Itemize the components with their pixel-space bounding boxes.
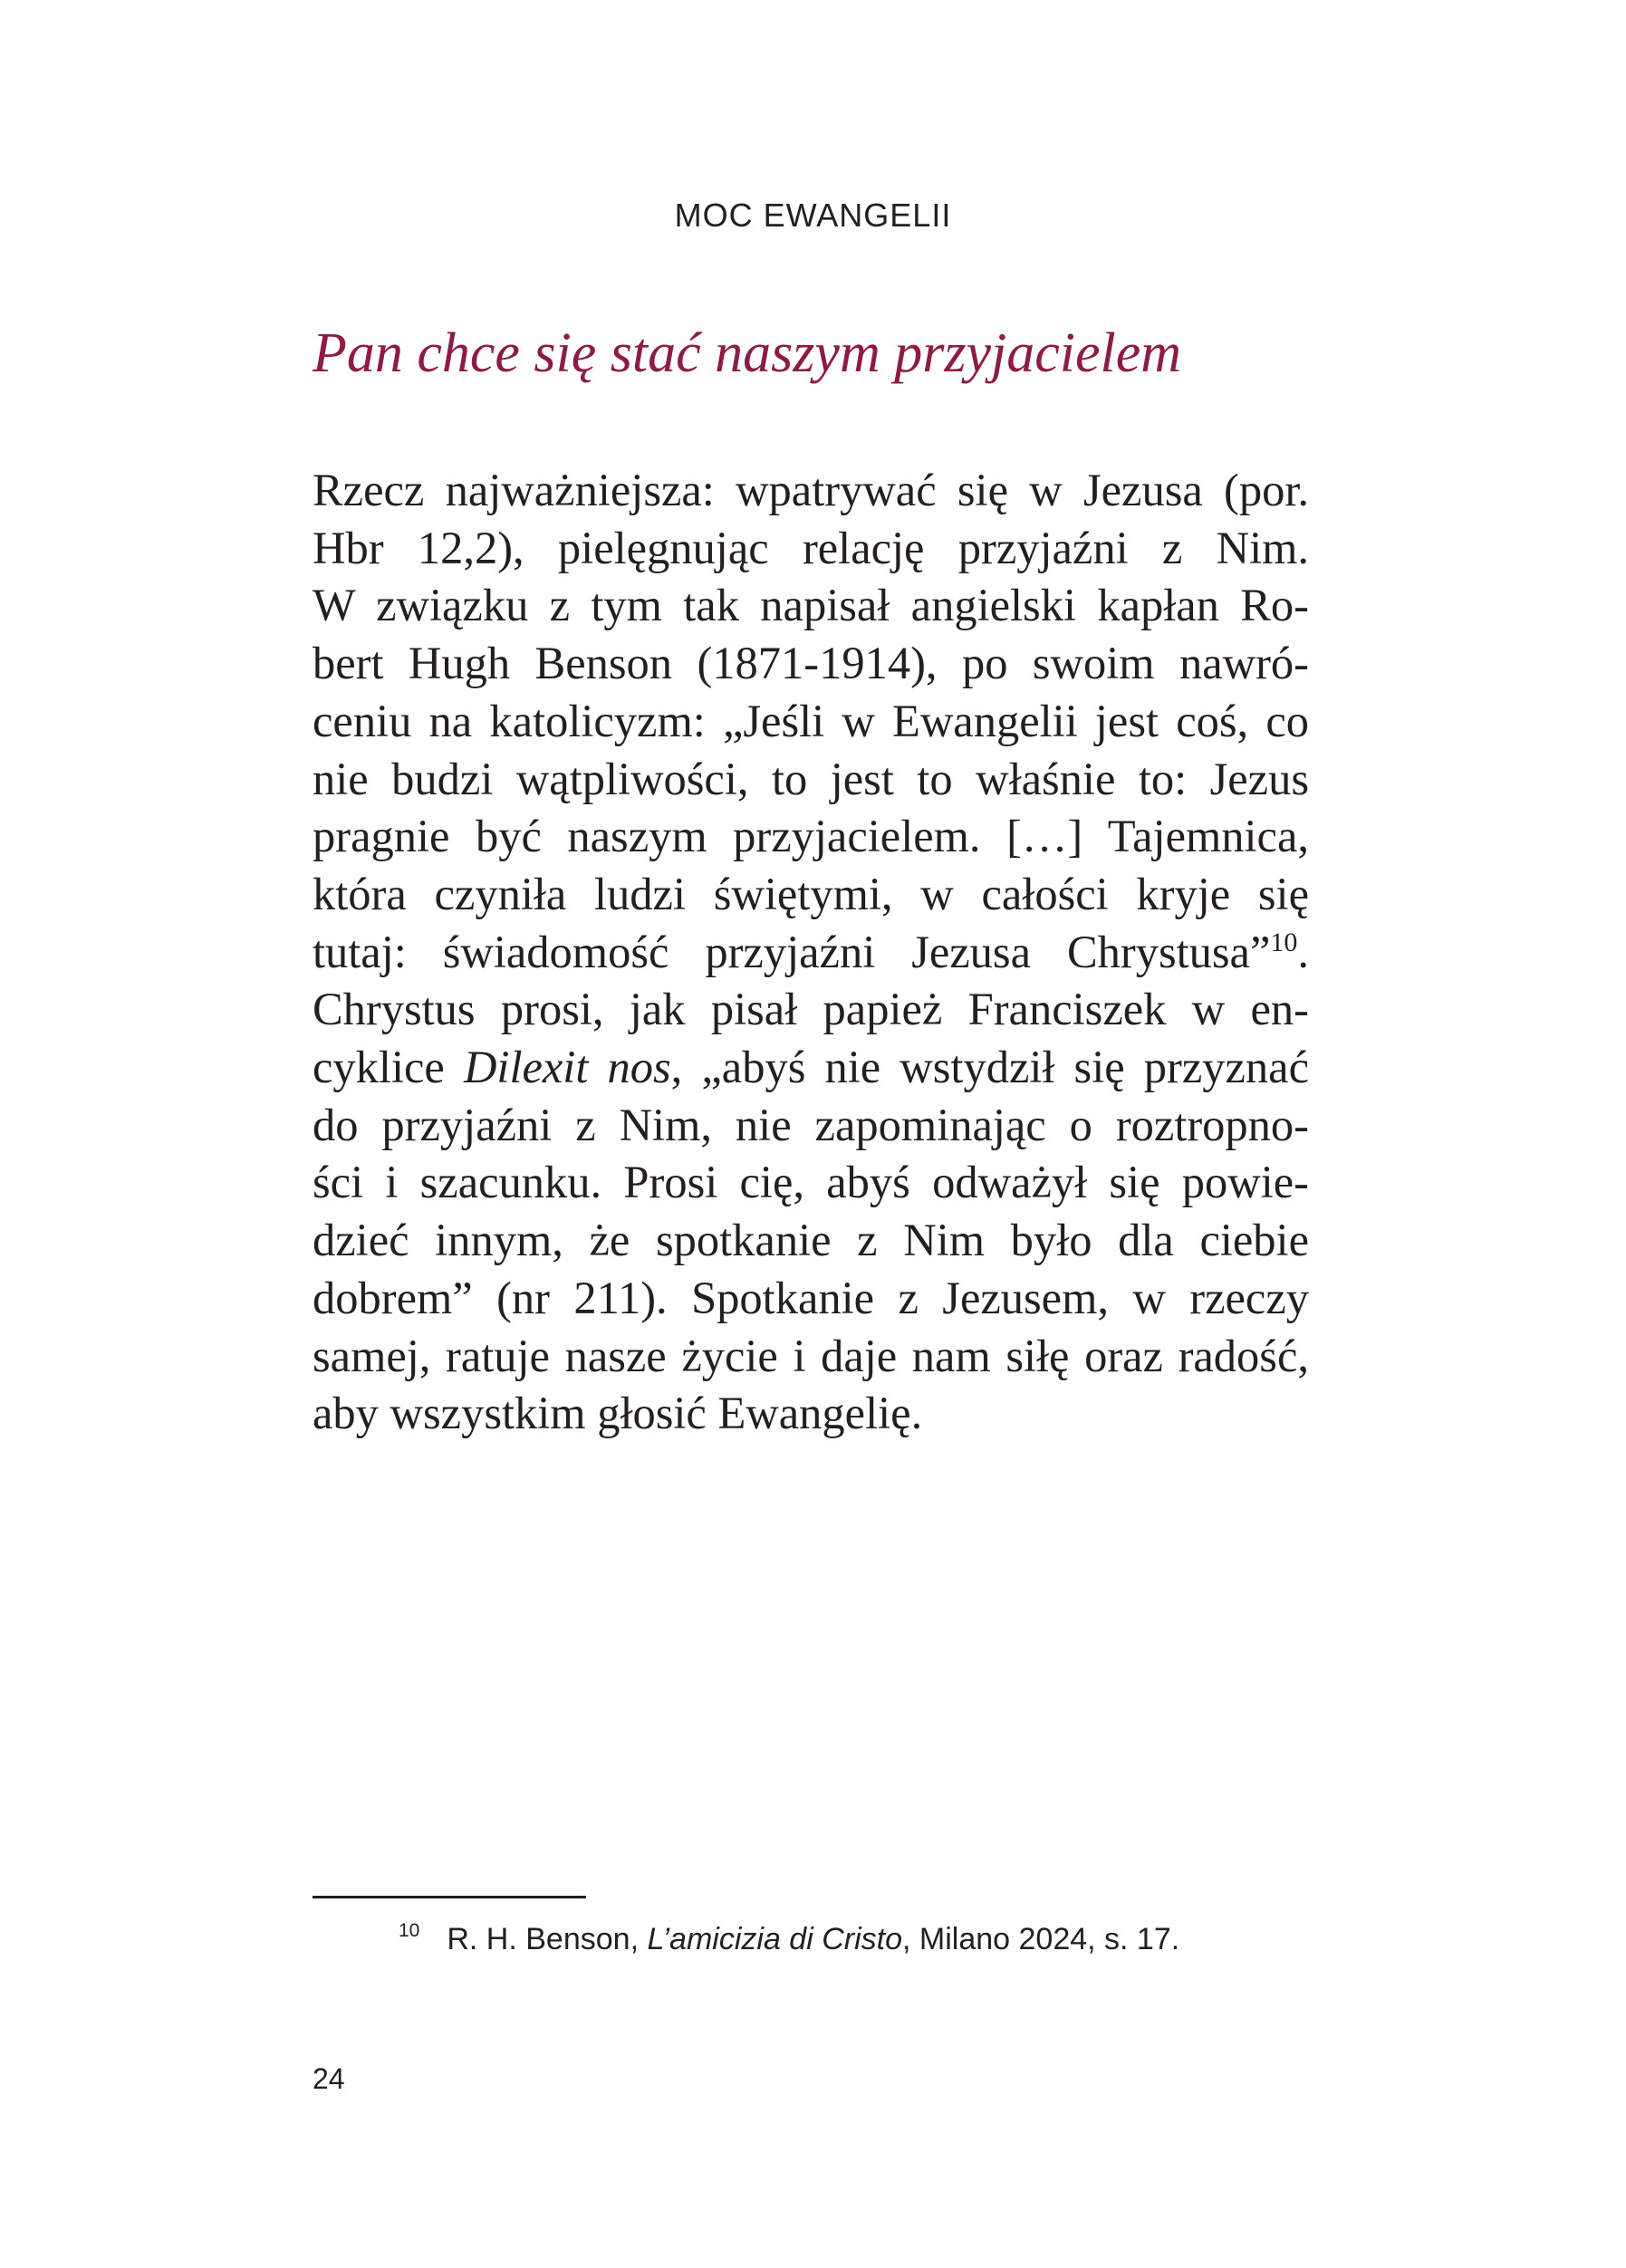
body-line-with-italic-title (313, 1039, 1309, 1097)
body-line: Hbr 12,2), pielęgnując relację przyjaźni z Nim. (313, 522, 1309, 573)
footnote-book-title: L’amicizia di Cristo (647, 1922, 902, 1956)
body-line: do przyjaźni z Nim, nie zapominając o roztropno- (313, 1099, 1309, 1150)
body-line: która czyniła ludzi świętymi, w całości kryje się (313, 868, 1309, 919)
footnote (399, 1920, 1179, 1957)
body-line: dobrem” (nr 211). Spotkanie z Jezusem, w rzeczy (313, 1272, 1309, 1323)
body-line: Chrystus prosi, jak pisał papież Franciszek w en- (313, 984, 1309, 1035)
body-line: dzieć innym, że spotkanie z Nim było dla ciebie (313, 1215, 1309, 1266)
section-title: Pan chce się stać naszym przyjacielem (313, 322, 1182, 384)
body-line-text: cyklice (313, 1042, 464, 1093)
body-line: W związku z tym tak napisał angielski kapłan Ro- (313, 580, 1309, 631)
body-line-with-footnote-ref (313, 924, 1309, 982)
body-line: samej, ratuje nasze życie i daje nam siłę oraz radość, (313, 1330, 1309, 1381)
encyclical-title: Dilexit nos (463, 1042, 671, 1093)
body-paragraph (313, 462, 1309, 1443)
footnote-divider (313, 1896, 586, 1898)
body-line-last: aby wszystkim głosić Ewangelię. (313, 1388, 923, 1439)
body-line-text: , „abyś nie wstydził się przyznać (670, 1042, 1309, 1093)
page-number: 24 (313, 2062, 345, 2095)
body-line: Rzecz najważniejsza: wpatrywać się w Jezusa (por. (313, 465, 1309, 515)
body-line: pragnie być naszym przyjacielem. […] Tajemnica, (313, 811, 1309, 862)
footnote-reference: 10 (1270, 927, 1298, 957)
body-line: ści i szacunku. Prosi cię, abyś odważył się powie- (313, 1157, 1309, 1208)
body-line: bert Hugh Benson (1871-1914), po swoim nawró- (313, 638, 1309, 689)
body-line-text: tutaj: świadomość przyjaźni Jezusa Chrystusa” (313, 926, 1271, 977)
footnote-text: , Milano 2024, s. 17. (902, 1922, 1180, 1956)
body-line-punctuation: . (1297, 926, 1309, 977)
running-head: MOC EWANGELII (674, 197, 952, 234)
footnote-text: R. H. Benson, (447, 1922, 648, 1956)
body-line: ceniu na katolicyzm: „Jeśli w Ewangelii jest coś, co (313, 695, 1309, 746)
footnote-number: 10 (399, 1920, 420, 1941)
body-line: nie budzi wątpliwości, to jest to właśnie to: Jezus (313, 753, 1309, 804)
